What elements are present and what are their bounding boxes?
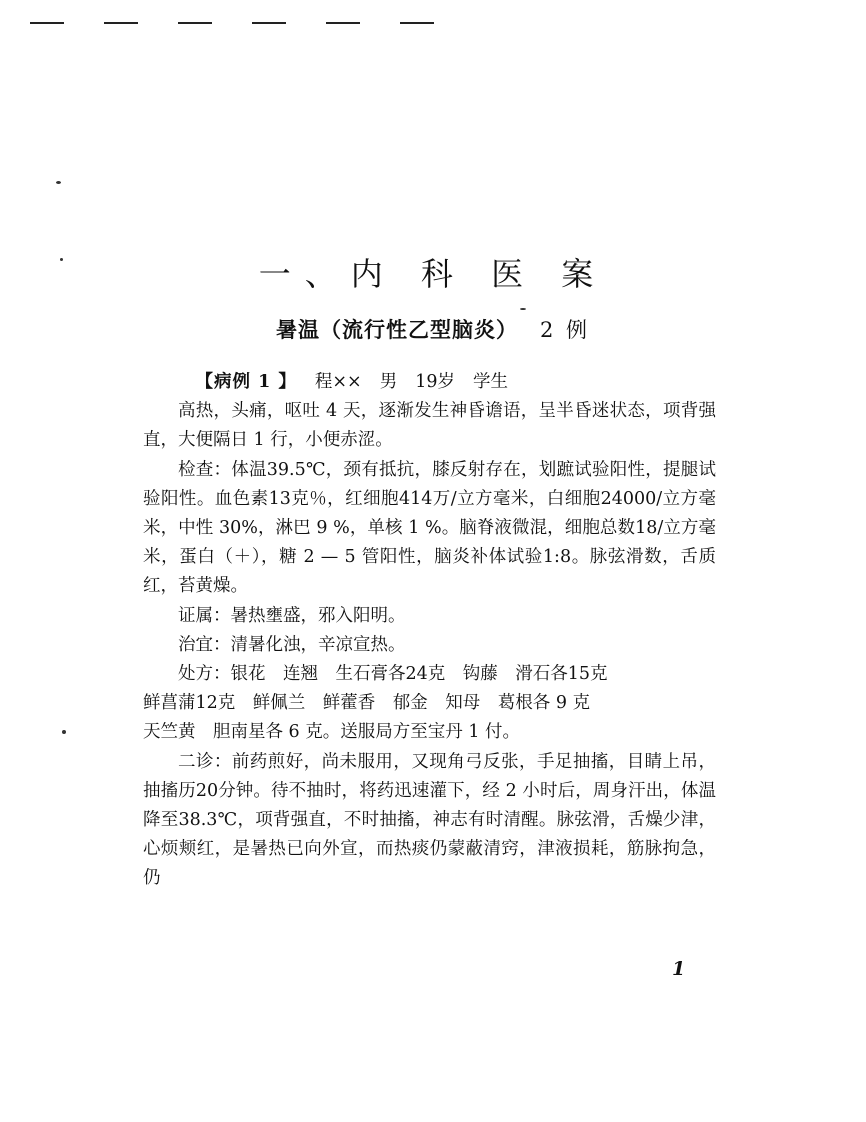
chapter-title: 一、内 科 医 案	[258, 255, 608, 294]
top-dash-mark	[326, 22, 360, 24]
scan-speck	[62, 730, 66, 734]
top-dash-mark	[178, 22, 212, 24]
scan-speck	[56, 181, 61, 184]
prescription-line-3: 天竺黄 胆南星各 6 克。送服局方至宝丹 1 付。	[143, 722, 521, 743]
case-count: 2 例	[539, 318, 591, 342]
exam-paragraph: 检查：体温39.5℃，颈有抵抗，膝反射存在，划蹠试验阳性，提腿试验阳性。血色素13克％，红细胞414万/立方毫米，白细胞24000/立方毫米，中性 30%，淋巴 9 %，单核 1 %。脑脊液微混，细胞总数18/立方毫米，蛋白（＋），糖 2 — 5 管阳性，脑炎补体试验1:8。脉弦滑数，舌质红，苔黄燥。	[143, 459, 716, 597]
case-label: 【病例 1 】	[195, 372, 297, 392]
treatment-paragraph: 治宜：清暑化浊，辛凉宣热。	[178, 634, 406, 655]
document-body	[143, 368, 716, 894]
prescription-line-1: 处方：银花 连翘 生石膏各24克 钩藤 滑石各15克	[178, 664, 608, 685]
top-dash-mark	[252, 22, 286, 24]
scan-speck	[520, 308, 526, 310]
page-number: 1	[672, 958, 686, 980]
prescription-line-2: 鲜菖蒲12克 鲜佩兰 鲜藿香 郁金 知母 葛根各 9 克	[143, 693, 591, 714]
second-visit-paragraph: 二诊：前药煎好，尚未服用，又现角弓反张，手足抽搐，目睛上吊，抽搐历20分钟。待不抽时，将药迅速灌下，经 2 小时后，周身汗出，体温降至38.3℃，项背强直，不时抽搐，神志有时清醒。脉弦滑，舌燥少津，心烦颊红，是暑热已向外宣，而热痰仍蒙蔽清窍，津液损耗，筋脉拘急，仍	[143, 751, 716, 889]
history-paragraph: 高热，头痛，呕吐 4 天，逐渐发生神昏谵语，呈半昏迷状态，项背强直，大便隔日 1 行，小便赤涩。	[143, 401, 716, 451]
syndrome-paragraph: 证属：暑热壅盛，邪入阳明。	[178, 605, 406, 626]
section-heading	[0, 314, 866, 344]
patient-age: 19岁	[415, 372, 455, 392]
patient-name: 程××	[314, 372, 362, 392]
patient-sex: 男	[379, 372, 398, 392]
section-title: 暑温（流行性乙型脑炎）	[275, 317, 518, 342]
top-dash-mark	[400, 22, 434, 24]
top-dash-mark	[104, 22, 138, 24]
top-dash-mark	[30, 22, 64, 24]
case-header	[143, 368, 716, 397]
patient-occupation: 学生	[472, 372, 508, 392]
